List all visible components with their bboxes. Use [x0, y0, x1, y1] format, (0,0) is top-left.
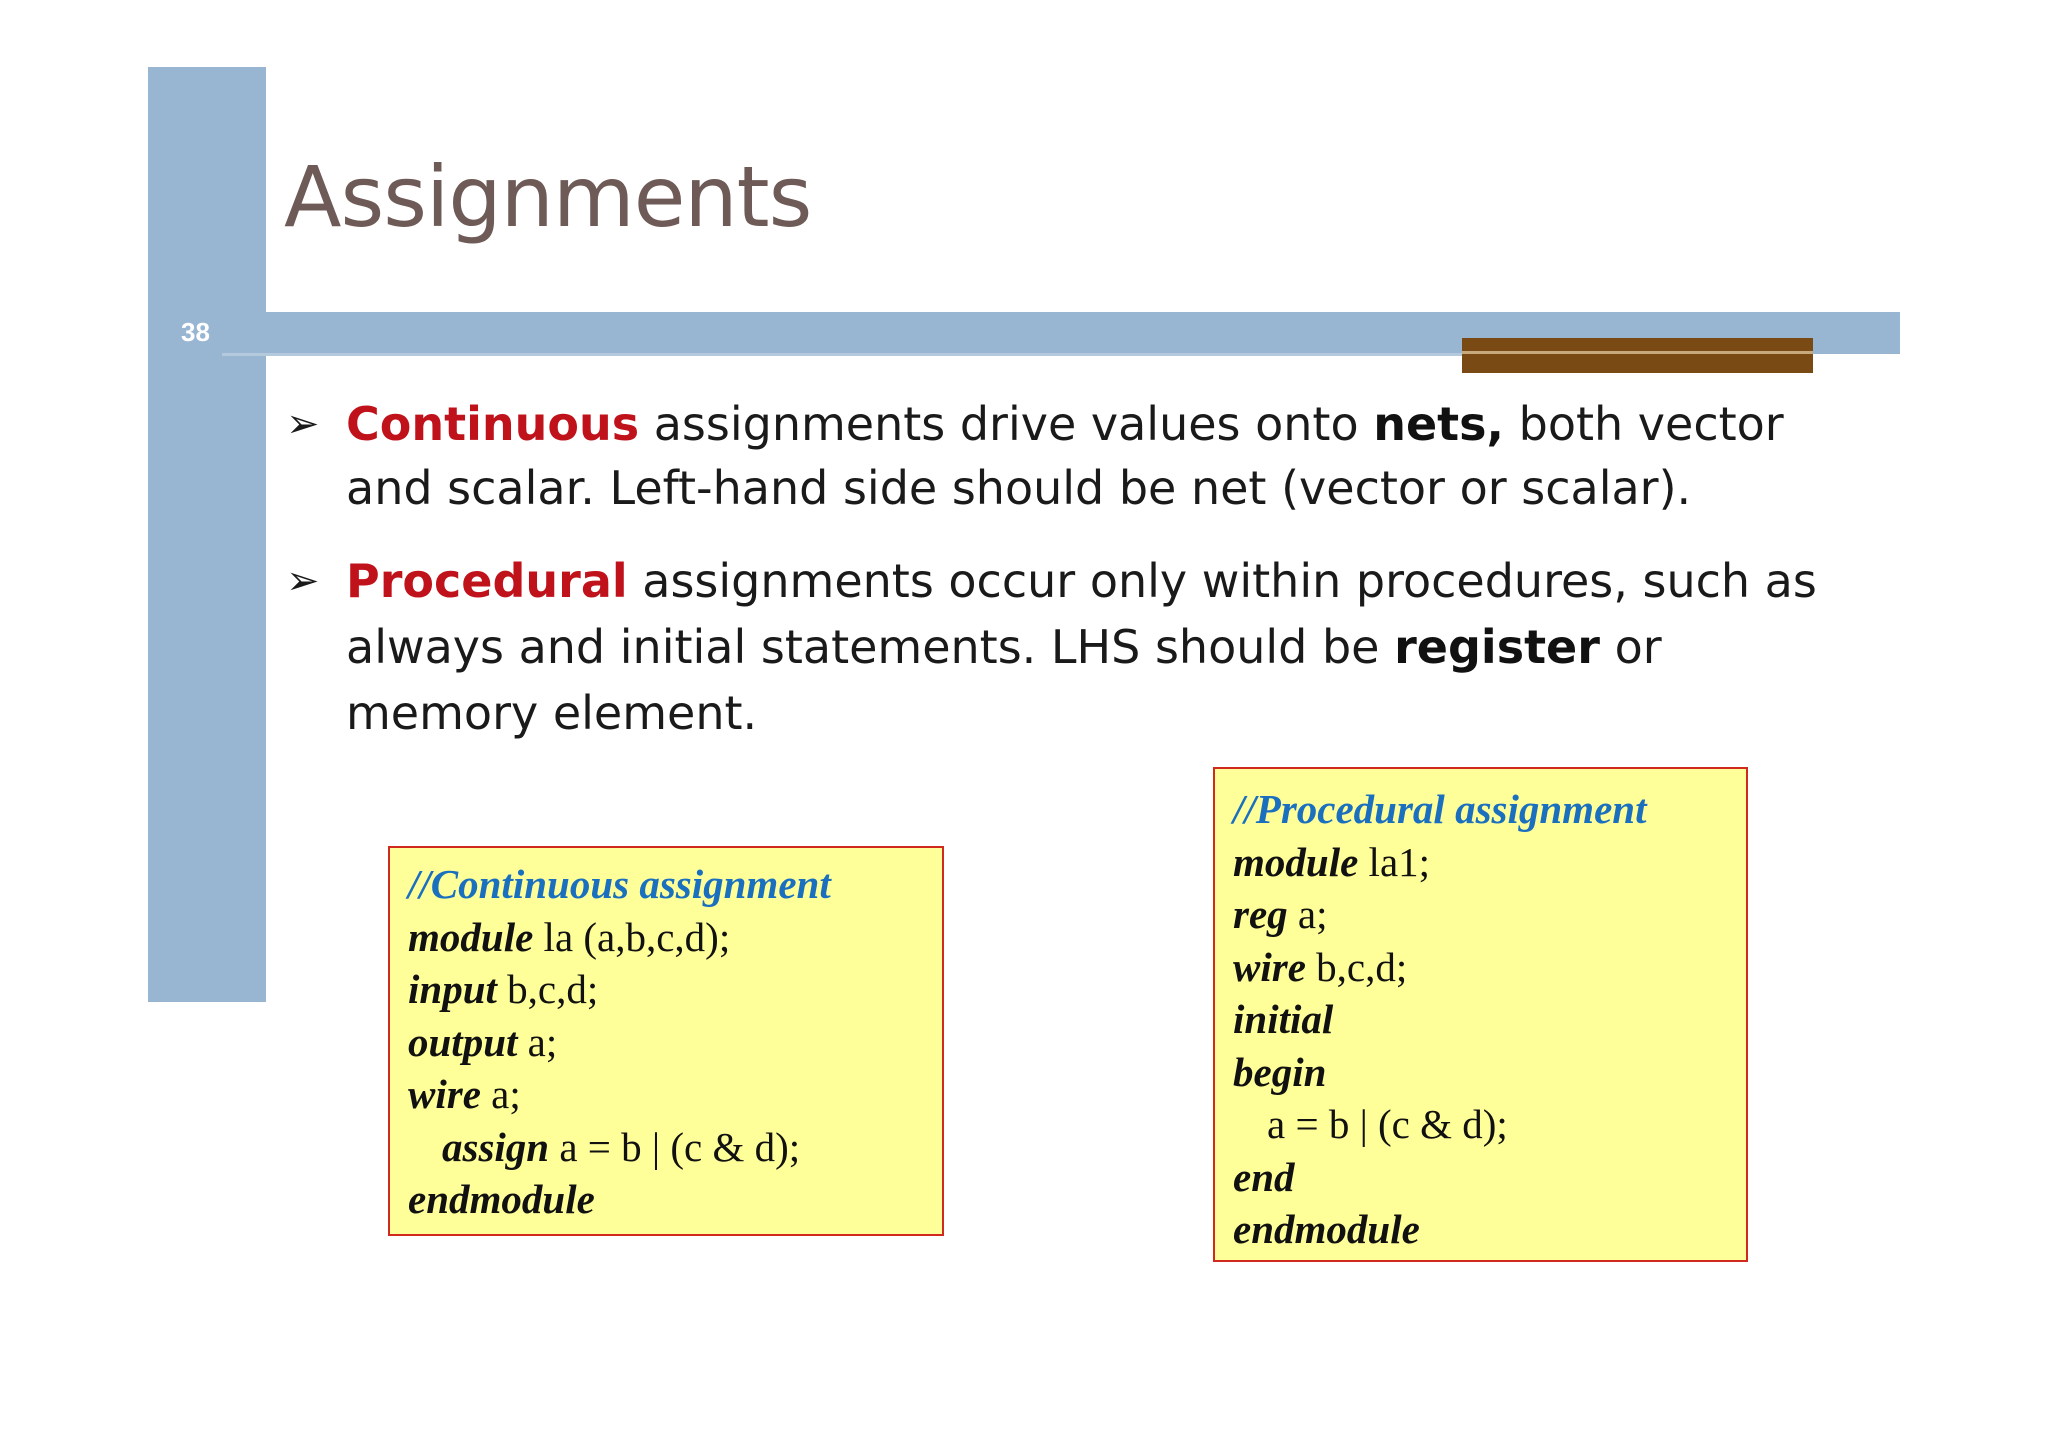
comment-text: //Continuous assignment [408, 861, 831, 907]
code-line [1233, 888, 1746, 941]
keyword-register: register [1394, 620, 1600, 674]
arrow-bullet-icon: ➢ [286, 401, 320, 447]
text-run: always and initial statements. LHS should be [346, 620, 1395, 674]
code-keyword: begin [1233, 1048, 1327, 1095]
code-line [1233, 1203, 1746, 1256]
code-line [408, 1016, 942, 1069]
code-line [408, 963, 942, 1016]
arrow-bullet-icon: ➢ [286, 558, 320, 604]
bullet-line [346, 392, 1784, 456]
code-line [408, 1121, 942, 1174]
procedural-code-box [1213, 767, 1748, 1262]
text-run: or [1599, 620, 1662, 674]
code-text: a = b | (c & d); [1267, 1101, 1508, 1147]
slide-number: 38 [181, 317, 210, 347]
code-line [408, 1068, 942, 1121]
code-keyword: initial [1233, 996, 1334, 1042]
header-rule [222, 353, 1462, 356]
code-line [1233, 993, 1746, 1046]
code-line [1233, 1046, 1746, 1099]
code-keyword: assign [442, 1123, 550, 1170]
bullet-line [346, 680, 1766, 746]
bullet-line [346, 614, 1766, 680]
code-text: la (a,b,c,d); [533, 913, 731, 960]
code-text: a; [1287, 891, 1328, 937]
code-line [1233, 1151, 1746, 1204]
code-text: a; [480, 1071, 521, 1117]
code-text: a = b | (c & d); [549, 1123, 801, 1170]
code-keyword: endmodule [408, 1176, 595, 1222]
bullet-text [346, 548, 1817, 746]
code-text: a; [517, 1018, 558, 1065]
code-keyword: module [408, 913, 534, 960]
code-line [1233, 836, 1746, 889]
continuous-code-box [388, 846, 944, 1236]
text-run: and scalar. Left-hand side should be net (vector or scalar). [346, 461, 1692, 515]
text-run: assignments occur only within procedures, such as [627, 554, 1817, 608]
code-keyword: wire [1233, 943, 1306, 990]
comment-text: //Procedural assignment [1233, 786, 1647, 832]
code-keyword: input [408, 966, 497, 1012]
text-run: assignments drive values onto [639, 397, 1374, 451]
bullet-text [346, 392, 1784, 520]
keyword-procedural: Procedural [346, 554, 628, 608]
left-accent-bar [148, 67, 266, 1002]
bullet-procedural [286, 548, 1817, 746]
code-keyword: output [408, 1018, 518, 1065]
code-keyword: endmodule [1233, 1206, 1420, 1252]
code-line [408, 1173, 942, 1226]
text-run: memory element. [346, 686, 758, 740]
code-line [408, 911, 942, 964]
bullet-line [346, 548, 1817, 614]
code-text: b,c,d; [1305, 943, 1408, 990]
code-text: la1; [1358, 838, 1431, 885]
slide-title: Assignments [284, 148, 812, 246]
code-text: b,c,d; [496, 966, 599, 1012]
code-keyword: reg [1233, 891, 1288, 937]
code-keyword: module [1233, 838, 1359, 885]
bullet-continuous [286, 392, 1784, 520]
text-run: both vector [1504, 397, 1784, 451]
code-line [1233, 1098, 1746, 1151]
brown-accent-bar [1462, 338, 1813, 373]
code-keyword: wire [408, 1071, 481, 1117]
code-comment [1233, 783, 1746, 836]
bullet-line [346, 456, 1766, 520]
keyword-nets: nets, [1373, 397, 1505, 451]
code-keyword: end [1233, 1153, 1295, 1200]
code-line [1233, 941, 1746, 994]
code-comment [408, 858, 942, 911]
keyword-continuous: Continuous [346, 397, 640, 451]
